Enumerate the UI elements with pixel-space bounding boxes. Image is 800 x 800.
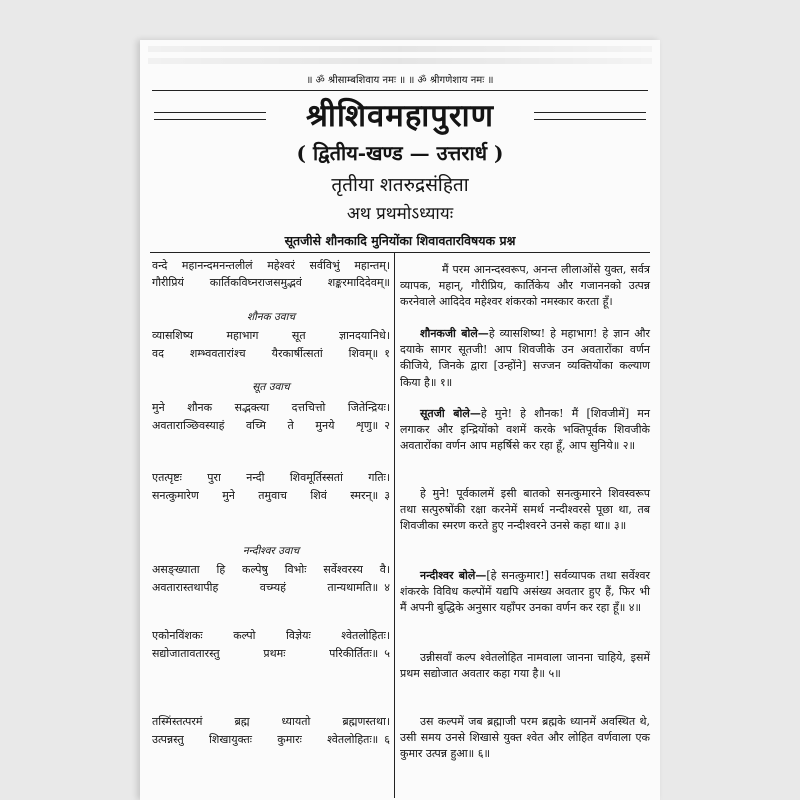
translation-para: नन्दीश्वर बोले—[हे सनत्कुमार!] सर्वव्यापक तथा सर्वेश्वर शंकरके विविध कल्पोंमें यद्यपि असंख्य अवतार हुए हैं, फिर भी मैं अपनी बुद्धिके अनुसार यहाँपर उनका वर्णन कर रहा हूँ॥ ४॥ (400, 569, 651, 615)
speaker-lead: सूतजी बोले— (420, 407, 481, 420)
verse-line: व्यासशिष्य महाभाग सूत ज्ञानदयानिधे। (152, 329, 390, 342)
column-divider (394, 253, 395, 798)
speaker-label: शौनक उवाच (246, 311, 296, 323)
book-page (140, 40, 660, 800)
speaker-lead: नन्दीश्वर बोले— (420, 569, 487, 582)
verse-line: एकोनविंशकः कल्पो विज्ञेयः श्वेतलोहितः। (152, 629, 390, 642)
verse-line: उत्पन्नस्तु शिखायुक्तः कुमारः श्वेतलोहितः॥ ६ (152, 733, 390, 746)
header-rule (152, 90, 648, 91)
book-title: श्रीशिवमहापुराण (305, 98, 495, 134)
translation-para: उस कल्पमें जब ब्रह्माजी परम ब्रह्मके ध्यानमें अवस्थित थे, उसी समय उनसे शिखासे युक्त श्वेत और लोहित वर्णवाला एक कुमार उत्पन्न हुआ॥ ६॥ (400, 715, 650, 761)
translation-para: मैं परम आनन्दस्वरूप, अनन्त लीलाओंसे युक्त, सर्वत्र व्यापक, महान्, गौरीप्रिय, कार्तिकेय और गजाननको उत्पन्न करनेवाले आदिदेव महेश्वर शंकरको नमस्कार करता हूँ। (400, 263, 650, 309)
verse-number: ५ (384, 647, 390, 660)
bleed-through (148, 46, 652, 52)
chapter-topic: सूतजीसे शौनकादि मुनियोंका शिवावतारविषयक प्रश्न (284, 233, 516, 248)
verse-line: अवतारास्तथापीह वच्म्यहं तान्यथामति॥ ४ (152, 581, 390, 594)
column-top-rule (150, 252, 650, 253)
bleed-through (148, 58, 652, 64)
verse-number: ३ (384, 489, 390, 502)
verse-line: मुने शौनक सद्भक्त्या दत्तचित्तो जितेन्द्रियः। (152, 401, 390, 414)
verse-line: असङ्ख्याता हि कल्पेषु विभोः सर्वेश्वरस्य वै। (152, 563, 390, 576)
speaker-label: सूत उवाच (252, 381, 290, 393)
verse-line: सद्योजातावतारस्तु प्रथमः परिकीर्तितः॥ ५ (152, 647, 390, 660)
verse-line: एतत्पृष्टः पुरा नन्दी शिवमूर्तिस्सतां गतिः। (152, 471, 390, 484)
translation-para: शौनकजी बोले—हे व्यासशिष्य! हे महाभाग! हे ज्ञान और दयाके सागर सूतजी! आप शिवजीके उन अवतारोंका वर्णन कीजिये, जिनके द्वारा [उन्होंने] सज्जन व्यक्तियोंका कल्याण किया है॥ १॥ (400, 327, 650, 389)
verse-line: अवताराञ्छिवस्याहं वच्मि ते मुनये शृणु॥ २ (152, 419, 390, 432)
samhita-title: तृतीया शतरुद्रसंहिता (331, 174, 469, 196)
speaker-lead: शौनकजी बोले— (420, 327, 489, 340)
verse-line: वद शम्भ्ववतारांश्च यैरकार्षीत्सतां शिवम्॥ १ (152, 347, 390, 360)
speaker-label: नन्दीश्वर उवाच (242, 545, 300, 557)
verse-line: वन्दे महानन्दमनन्तलीलं महेश्वरं सर्वविभुं महान्तम्। (152, 259, 390, 272)
verse-number: ४ (384, 581, 390, 594)
chapter-heading: अथ प्रथमोऽध्यायः (346, 204, 454, 224)
verse-number: १ (384, 347, 390, 360)
verse-line: सनत्कुमारेण मुने तमुवाच शिवं स्मरन्॥ ३ (152, 489, 390, 502)
translation-para: उन्नीसवाँ कल्प श्वेतलोहित नामवाला जानना चाहिये, इसमें प्रथम सद्योजात अवतार कहा गया है॥ ५॥ (400, 651, 650, 681)
translation-para: सूतजी बोले—हे मुने! हे शौनक! मैं [शिवजीमें] मन लगाकर और इन्द्रियोंको वशमें करके भक्तिपूर्वक शिवजीके अवतारोंका वर्णन आप महर्षिसे कर रहा हूँ, आप सुनिये॥ २॥ (400, 407, 650, 453)
volume-subtitle: ( द्वितीय-खण्ड — उत्तरार्ध ) (296, 141, 504, 165)
translation-para: हे मुने! पूर्वकालमें इसी बातको सनत्कुमारने शिवस्वरूप तथा सत्पुरुषोंकी रक्षा करनेमें समर्थ नन्दीश्वरसे पूछा था, तब शिवजीका स्मरण करते हुए नन्दीश्वरने उनसे कहा था॥ ३॥ (400, 487, 650, 533)
verse-line: गौरीप्रियं कार्तिकविघ्नराजसमुद्भवं शङ्करमादिदेवम्॥ (152, 276, 390, 289)
verse-number: ६ (384, 733, 390, 746)
invocation-line: ॥ ॐ श्रीसाम्बशिवाय नमः ॥ ॥ ॐ श्रीगणेशाय नमः ॥ (306, 75, 494, 86)
verse-number: २ (384, 419, 390, 432)
verse-line: तस्मिंस्तत्परमं ब्रह्म ध्यायतो ब्रह्मणस्तथा। (152, 715, 390, 728)
